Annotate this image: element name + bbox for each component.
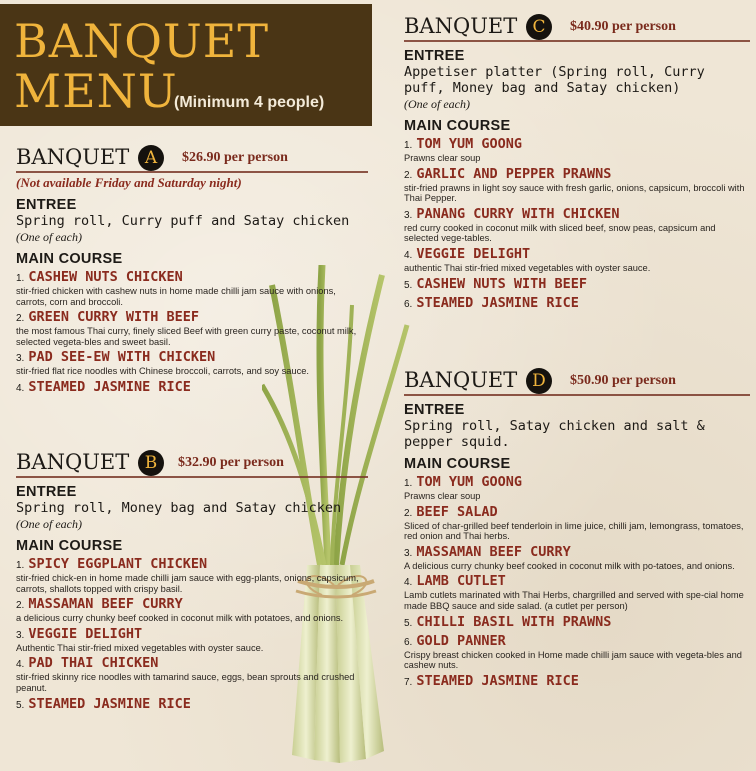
menu-item-number: 2. [404,507,413,519]
menu-item-title: GARLIC AND PEPPER PRAWNS [416,165,612,182]
menu-item-description: Authentic Thai stir-fried mixed vegetables with oyster sauce. [16,642,264,653]
banquet-b-divider [16,476,368,478]
menu-item-title: STEAMED JASMINE RICE [28,695,191,712]
menu-item-description: A delicious curry chunky beef cooked in coconut milk with po-tatoes, and onions. [404,560,735,571]
menu-item [16,557,368,594]
menu-item-number: 1. [16,273,25,284]
banquet-d-label: BANQUET [404,368,518,392]
banquet-a-letter-badge: A [138,145,164,171]
banquet-a-entree [16,213,368,245]
menu-item [16,270,368,307]
menu-item-title: TOM YUM GOONG [416,136,523,152]
menu-item-description: stir-fried chick-en in home made chilli jam sauce with egg-plants, onions, capsicum, carrots, shallots topped with crispy basil. [16,573,359,594]
menu-item-number: 3. [404,547,413,559]
menu-item [404,247,750,274]
menu-item-number: 1. [404,140,413,151]
menu-item-name [16,656,368,672]
menu-item-name [16,380,368,396]
menu-item-title: VEGGIE DELIGHT [416,245,531,262]
menu-item-number: 5. [404,279,413,291]
banquet-a-divider [16,171,368,173]
menu-item-name [16,350,368,366]
menu-item-name [16,627,368,643]
menu-item-number: 4. [16,659,25,671]
menu-item [16,350,368,377]
menu-title-line-1: BANQUET [14,14,270,68]
banquet-c-entree-text: Appetiser platter (Spring roll, Curry puff, Money bag and Satay chicken) [404,64,705,96]
menu-item [404,634,750,671]
menu-item-description: Lamb cutlets marinated with Thai Herbs, chargrilled and served with spe-cial home made BBQ sauce and side salad. (a cutlet per person) [404,590,744,611]
banquet-b-entree-heading: ENTREE [16,484,77,500]
menu-item-name [404,505,750,521]
menu-item-description: Prawns clear soup [404,491,481,501]
menu-item-title: PAD THAI CHICKEN [28,655,159,672]
menu-item-title: MASSAMAN BEEF CURRY [28,596,183,613]
banquet-c-section [404,14,750,312]
banquet-a-label: BANQUET [16,145,130,169]
menu-item-name [16,270,368,286]
menu-item-description: authentic Thai stir-fried mixed vegetables with oyster sauce. [404,262,651,273]
menu-item-number: 2. [16,313,25,325]
menu-item-name [404,247,750,263]
banquet-c-divider [404,40,750,42]
menu-item-name [404,277,750,293]
menu-item [16,697,368,713]
menu-item-name [404,137,750,153]
menu-item-number: 4. [404,577,413,589]
banquet-c-header [404,14,750,42]
menu-item-number: 7. [404,676,413,688]
menu-item-name [404,615,750,631]
banquet-b-main-heading: MAIN COURSE [16,538,123,554]
menu-item-number: 2. [404,169,413,181]
banquet-a-entree-text: Spring roll, Curry puff and Satay chicken [16,213,350,229]
menu-item-title: CASHEW NUTS WITH BEEF [416,275,588,292]
menu-item [404,545,750,572]
menu-item-title: PANANG CURRY WITH CHICKEN [416,205,620,222]
banquet-c-entree-heading: ENTREE [404,48,465,64]
menu-item [404,167,750,204]
menu-item-description: Prawns clear soup [404,153,481,163]
menu-item-name [16,310,368,326]
banquet-c-entree-note: (One of each) [404,97,470,111]
menu-item-title: LAMB CUTLET [416,573,506,590]
menu-item-name [404,207,750,223]
menu-item-number: 4. [16,382,25,394]
menu-item-number: 1. [16,560,25,571]
menu-item-description: red curry cooked in coconut milk with sliced beef, snow peas, capsicum and selected vege-tables. [404,222,716,244]
menu-item-title: STEAMED JASMINE RICE [28,378,191,395]
menu-item-title: VEGGIE DELIGHT [28,625,143,642]
banquet-a-entree-heading: ENTREE [16,197,77,213]
menu-item-title: PAD SEE-EW WITH CHICKEN [28,349,216,366]
menu-item [404,207,750,244]
menu-item-name [404,634,750,650]
menu-item-number: 3. [16,629,25,641]
banquet-a-header [16,145,368,173]
menu-item [404,137,750,164]
menu-item-number: 1. [404,478,413,489]
banquet-b-entree-note: (One of each) [16,517,82,531]
banquet-c-price: $40.90 per person [570,19,676,34]
menu-item-name [404,296,750,312]
menu-item-name [16,557,368,573]
menu-item-title: TOM YUM GOONG [416,474,523,490]
menu-item [16,380,368,396]
menu-item-description: stir-fried chicken with cashew nuts in home made chilli jam sauce with onions, carrots, corn and broccoli. [16,286,336,307]
menu-item-name [16,697,368,713]
menu-item-number: 5. [16,699,25,711]
menu-item [404,505,750,542]
menu-item-number: 5. [404,617,413,629]
menu-item-title: GOLD PANNER [416,632,506,649]
menu-title-line-2: MENU [14,64,178,118]
menu-item-number: 3. [16,353,25,365]
banquet-b-price: $32.90 per person [178,455,284,470]
menu-item-title: CHILLI BASIL WITH PRAWNS [416,613,612,630]
minimum-people-note: (Minimum 4 people) [174,94,325,111]
menu-item [16,310,368,347]
menu-item-name [16,597,368,613]
banquet-d-header [404,368,750,396]
menu-item [404,475,750,502]
menu-item-number: 3. [404,209,413,221]
menu-item-name [404,167,750,183]
banquet-b-entree-text: Spring roll, Money bag and Satay chicken [16,500,342,516]
banquet-c-label: BANQUET [404,14,518,38]
banquet-b-letter-badge: B [138,450,164,476]
banquet-c-letter-badge: C [526,14,552,40]
banquet-d-price: $50.90 per person [570,373,676,388]
menu-item-title: GREEN CURRY WITH BEEF [28,309,200,326]
menu-item-name [404,674,750,690]
banquet-d-main-heading: MAIN COURSE [404,456,511,472]
banquet-c-main-list [404,137,750,312]
menu-item [404,674,750,690]
menu-item-title: CASHEW NUTS CHICKEN [28,269,183,285]
menu-item-description: Crispy breast chicken cooked in Home made chilli jam sauce with vegeta-bles and cashew nuts. [404,649,742,671]
menu-item-name [404,475,750,491]
menu-title-banner [0,4,372,126]
menu-item-name [404,574,750,590]
banquet-d-main-list [404,475,750,690]
banquet-a-price: $26.90 per person [182,150,288,165]
banquet-b-main-list [16,557,368,713]
menu-item [404,615,750,631]
menu-item [404,296,750,312]
menu-item-number: 6. [404,636,413,648]
menu-item-description: stir-fried flat rice noodles with Chinese broccoli, carrots, and soy sauce. [16,366,309,377]
menu-item-description: the most famous Thai curry, finely sliced Beef with green curry paste, coconut milk, selected vegeta-bles and sweet basil. [16,326,357,347]
banquet-b-header [16,450,368,478]
menu-item [16,597,368,624]
menu-item [16,656,368,693]
banquet-d-section [404,368,750,690]
menu-item-number: 2. [16,600,25,612]
menu-item-description: a delicious curry chunky beef cooked in coconut milk with potatoes, and onions. [16,613,344,624]
banquet-d-entree-heading: ENTREE [404,402,465,418]
banquet-b-label: BANQUET [16,450,130,474]
banquet-d-entree: Spring roll, Satay chicken and salt & pepper squid. [404,418,705,450]
menu-item-title: SPICY EGGPLANT CHICKEN [28,556,208,572]
banquet-a-section [16,145,368,396]
menu-item-description: Sliced of char-grilled beef tenderloin in lime juice, chilli jam, lemongrass, tomatoes, red onion and Thai herbs. [404,520,744,542]
banquet-c-main-heading: MAIN COURSE [404,118,511,134]
menu-item [16,627,368,654]
menu-item-title: STEAMED JASMINE RICE [416,294,579,311]
banquet-a-entree-note: (One of each) [16,230,82,244]
banquet-a-availability: (Not available Friday and Saturday night) [16,175,242,190]
banquet-c-entree [404,64,750,112]
menu-item-description: stir-fried prawns in light soy sauce with fresh garlic, onions, capsicum, broccoli with Thai Pepper. [404,182,745,204]
menu-item-title: BEEF SALAD [416,503,498,520]
banquet-b-section [16,450,368,713]
menu-item-title: STEAMED JASMINE RICE [416,672,579,689]
banquet-d-divider [404,394,750,396]
menu-item-name [404,545,750,561]
banquet-a-main-list [16,270,368,396]
menu-item-description: stir-fried skinny rice noodles with tamarind sauce, eggs, bean sprouts and crushed peanut. [16,672,355,693]
menu-item-number: 6. [404,298,413,310]
menu-item [404,277,750,293]
banquet-d-letter-badge: D [526,368,552,394]
banquet-b-entree [16,500,368,532]
menu-item-number: 4. [404,249,413,261]
menu-item-title: MASSAMAN BEEF CURRY [416,543,571,560]
banquet-a-main-heading: MAIN COURSE [16,251,123,267]
menu-item [404,574,750,611]
